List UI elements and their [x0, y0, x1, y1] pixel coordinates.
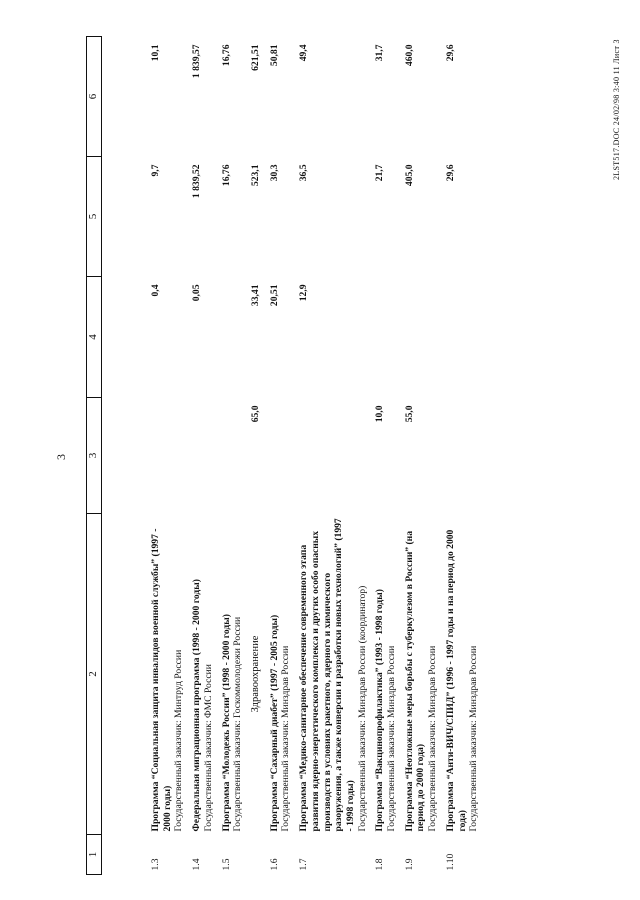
section-title: Здравоохранение: [249, 635, 261, 713]
column-header-6: 6: [87, 37, 102, 157]
cell-col6: 31,7: [374, 44, 386, 62]
row-description: [445, 514, 486, 835]
cell-col6: 460,0: [403, 44, 415, 67]
table-row: [374, 37, 403, 875]
table-row: [269, 37, 298, 875]
row-index: 1.4: [191, 858, 203, 871]
cell-col6: 1 839,57: [191, 44, 203, 79]
program-title: Программа “Неотложные меры борьбы с туберкулезом в России” (на период до 2000 года): [403, 531, 427, 832]
program-table: [86, 36, 486, 875]
table-row: [191, 37, 220, 875]
cell-col5: 16,76: [220, 164, 232, 187]
column-header-1: 1: [87, 835, 102, 875]
cell-col5: 21,7: [374, 164, 386, 182]
section-row: [250, 37, 269, 875]
cell-col3: [191, 398, 220, 514]
cell-col5: 1 839,52: [191, 164, 203, 199]
column-header-row: [87, 37, 102, 875]
row-description: [191, 514, 220, 835]
program-customer: Государственный заказчик: ФМС России: [202, 664, 214, 832]
cell-col3: 55,0: [403, 405, 415, 423]
cell-col3: 10,0: [374, 405, 386, 423]
row-description: [298, 514, 374, 835]
row-index: 1.7: [298, 858, 310, 871]
cell-col4: [221, 277, 250, 398]
cell-col4: [404, 277, 445, 398]
cell-col6: 29,6: [444, 44, 456, 62]
column-header-2: 2: [87, 514, 102, 835]
table-row: [298, 37, 374, 875]
row-description: [221, 514, 250, 835]
cell-col6: 10,1: [150, 44, 161, 62]
program-title: Программа “Анти-ВИЧ/СПИД” (1996 - 1997 годы и на период до 2000 года): [444, 529, 468, 832]
program-customer: Государственный заказчик: Минтруд России: [173, 649, 185, 832]
cell-col3: [298, 398, 374, 514]
column-header-4: 4: [87, 277, 102, 398]
program-customer: Государственный заказчик: Минздрав России: [386, 645, 398, 832]
row-index: 1.9: [403, 858, 415, 871]
cell-col4: 0,4: [150, 284, 161, 297]
cell-col5: 36,5: [298, 164, 310, 182]
cell-col3: [221, 398, 250, 514]
cell-col3: [269, 398, 298, 514]
cell-col5: 405,0: [403, 164, 415, 187]
row-description: [102, 514, 192, 835]
row-index: 1.8: [374, 858, 386, 871]
cell-col5: 29,6: [444, 164, 456, 182]
cell-col3: 65,0: [249, 405, 261, 423]
cell-col4: 20,51: [268, 284, 280, 307]
table-row: [102, 37, 192, 875]
program-customer: Государственный заказчик: Минздрав России: [280, 645, 292, 832]
cell-col5: 523,1: [249, 164, 261, 187]
cell-col5: 9,7: [150, 164, 161, 177]
column-header-3: 3: [87, 398, 102, 514]
table-row: [221, 37, 250, 875]
row-description: [404, 514, 445, 835]
cell-col3: [445, 398, 486, 514]
program-title: Программа “Молодежь России” (1998 - 2000 годы): [220, 614, 232, 832]
row-index: 1.6: [268, 858, 280, 871]
cell-col4: [374, 277, 403, 398]
row-index: 1.10: [444, 853, 456, 871]
cell-col6: 50,81: [268, 44, 280, 67]
program-customer: Государственный заказчик: Госкоммолодежи России: [232, 616, 244, 832]
table-row: [445, 37, 486, 875]
program-title: Программа “Сахарный диабет” (1997 - 2005 годы): [268, 614, 280, 832]
row-index: 1.5: [220, 858, 232, 871]
cell-col5: 30,3: [268, 164, 280, 182]
cell-col6: 49,4: [298, 44, 310, 62]
cell-col6: 621,51: [249, 44, 261, 71]
cell-col3: [102, 398, 192, 514]
table-row: [404, 37, 445, 875]
row-description: [374, 514, 403, 835]
cell-col6: 16,76: [220, 44, 232, 67]
row-description: [269, 514, 298, 835]
program-customer: Государственный заказчик: Минздрав России: [468, 645, 480, 832]
row-index: 1.3: [150, 858, 161, 871]
cell-col4: [445, 277, 486, 398]
program-title: Федеральная миграционная программа (1998 - 2000 годы): [191, 579, 203, 832]
section-index-empty: [250, 835, 269, 875]
program-customer: Государственный заказчик: Минздрав России (координатор): [356, 585, 368, 832]
program-title: Программа “Социальная защита инвалидов военной службы” (1997 - 2000 годы): [150, 528, 173, 832]
column-header-5: 5: [87, 157, 102, 277]
cell-col4: 33,41: [249, 284, 261, 307]
program-customer: Государственный заказчик: Минздрав России: [427, 645, 439, 832]
page-number: 3: [54, 454, 68, 460]
cell-col4: 12,9: [298, 284, 310, 302]
program-title: Программа “Медико-санитарное обеспечение современного этапа развития ядерно-энергетического комплекса и других особо опасных производств в условиях ракетного, ядерного и химического разоружения, а также конверсии и разработки новых технологий” (1997 - 1998 годы): [298, 518, 356, 832]
document-footer: 2LST517.DOC 24/02/98 3:40 11 Лист 3: [612, 39, 621, 180]
cell-col4: 0,05: [191, 284, 203, 302]
program-title: Программа “Вакцинопрофилактика” (1993 - 1998 годы): [374, 589, 386, 832]
